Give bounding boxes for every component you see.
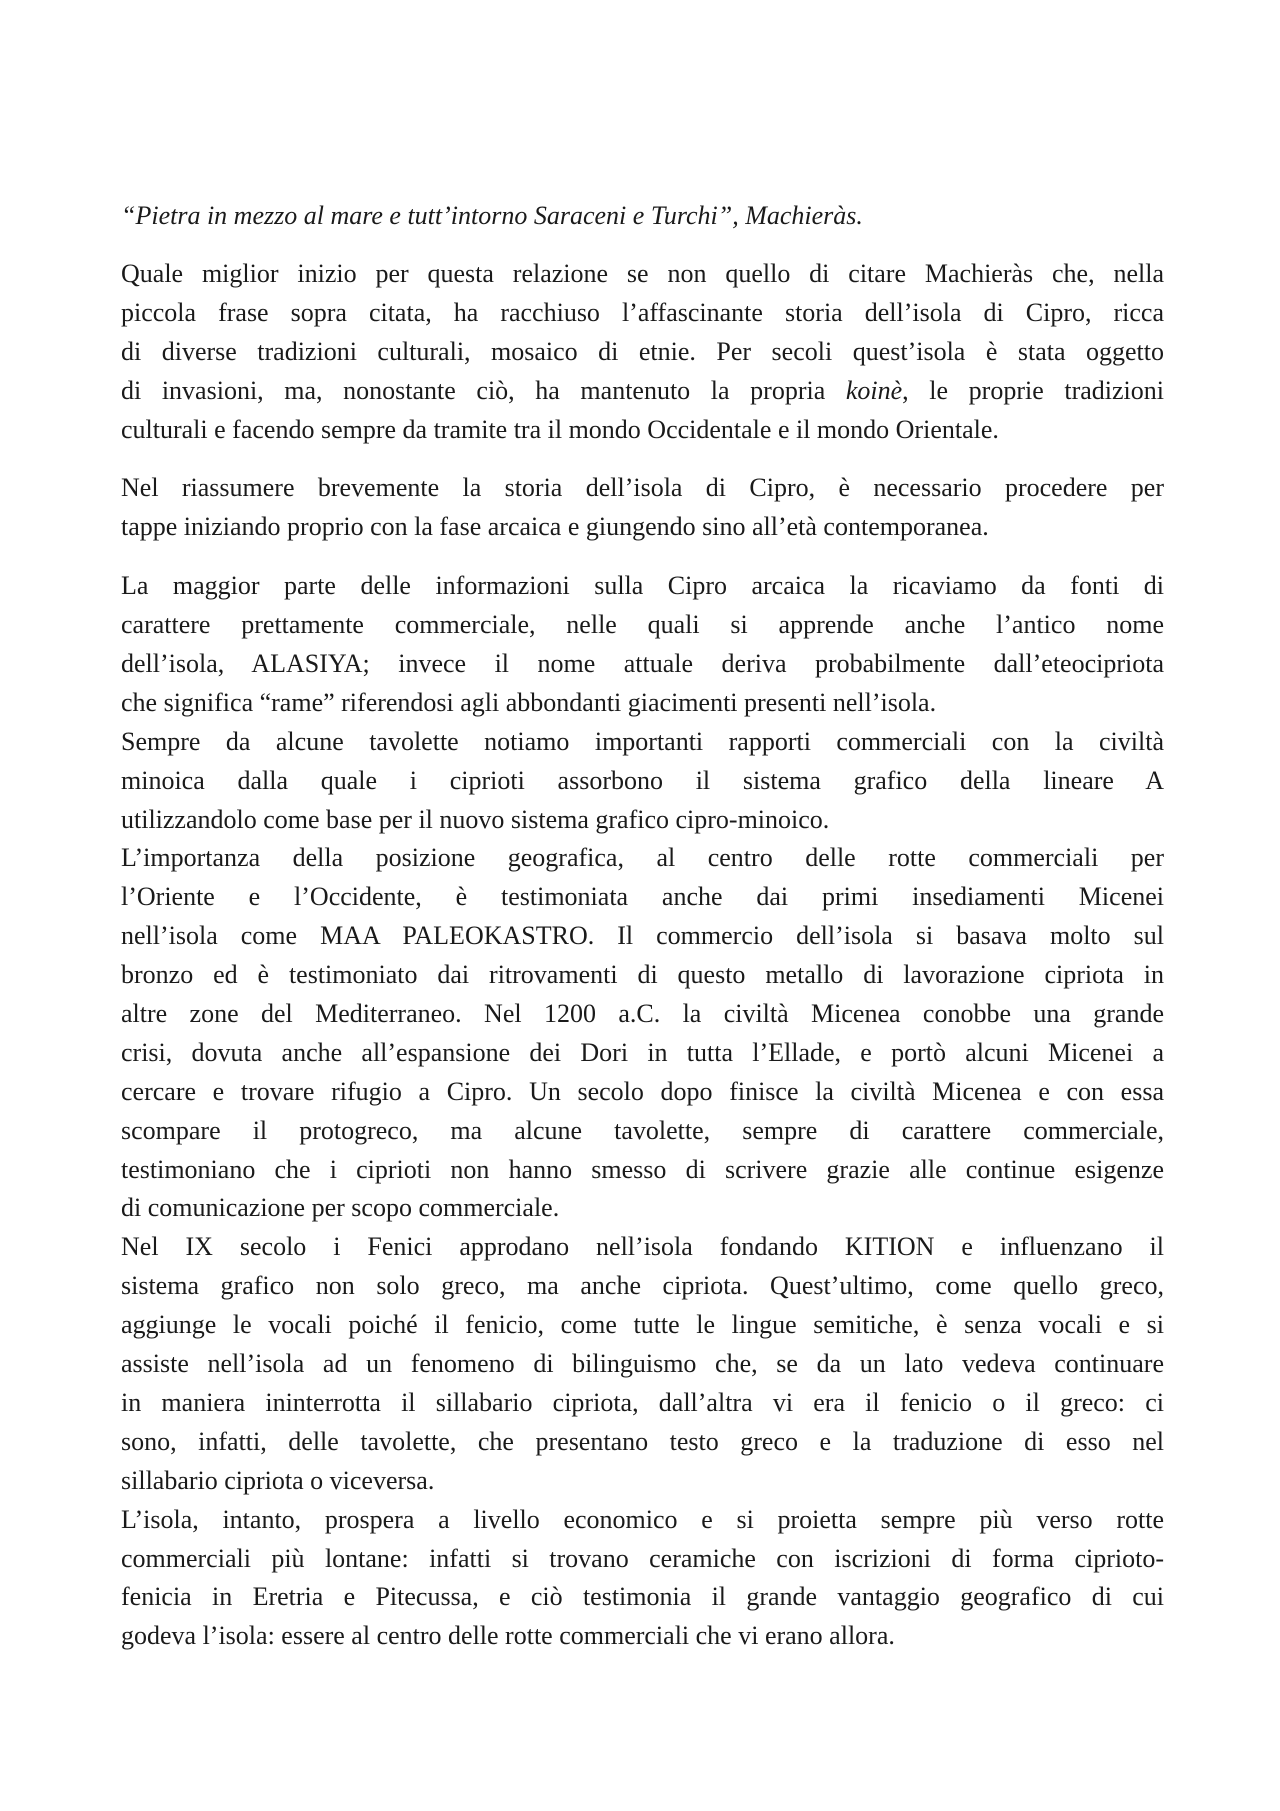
text-line: sistema grafico non solo greco, ma anche cipriota. Quest’ultimo, come quello greco,: [121, 1271, 1164, 1301]
text-line: in maniera ininterrotta il sillabario cipriota, dall’altra vi era il fenicio o il greco: ci: [121, 1387, 1164, 1417]
text-segment: di invasioni, ma, nonostante ciò, ha mantenuto la propria: [121, 375, 846, 405]
text-line: crisi, dovuta anche all’espansione dei Dori in tutta l’Ellade, e portò alcuni Micenei a: [121, 1037, 1164, 1067]
text-line: [121, 372, 1164, 411]
text-line: Nel riassumere brevemente la storia dell’isola di Cipro, è necessario procedere per: [121, 473, 1164, 503]
text-line: minoica dalla quale i ciprioti assorbono il sistema grafico della lineare A: [121, 765, 1164, 795]
text-block: [121, 1228, 1164, 1500]
text-line: godeva l’isola: essere al centro delle rotte commerciali che vi erano allora.: [121, 1621, 895, 1651]
text-line: sillabario cipriota o viceversa.: [121, 1465, 435, 1495]
text-block: [121, 567, 1164, 723]
text-line: Sempre da alcune tavolette notiamo importanti rapporti commerciali con la civiltà: [121, 726, 1164, 756]
text-block: [121, 1501, 1164, 1657]
text-line: altre zone del Mediterraneo. Nel 1200 a.C. la civiltà Micenea conobbe una grande: [121, 999, 1164, 1029]
paragraph: [121, 255, 1164, 449]
text-line: dell’isola, ALASIYA; invece il nome attuale deriva probabilmente dall’eteocipriota: [121, 649, 1164, 679]
text-line: che significa “rame” riferendosi agli abbondanti giacimenti presenti nell’isola.: [121, 687, 937, 717]
text-block: [121, 723, 1164, 840]
text-line: testimoniano che i ciprioti non hanno smesso di scrivere grazie alle continue esigenze: [121, 1154, 1164, 1184]
quote-text: “Pietra in mezzo al mare e tutt’intorno Saraceni e Turchi”: [121, 201, 733, 230]
text-segment: , le proprie tradizioni: [902, 375, 1164, 405]
text-line: fenicia in Eretria e Pitecussa, e ciò testimonia il grande vantaggio geografico di cui: [121, 1582, 1164, 1612]
text-block: [121, 469, 1164, 547]
epigraph-quote: [121, 196, 1164, 235]
text-line: tappe iniziando proprio con la fase arcaica e giungendo sino all’età contemporanea.: [121, 512, 989, 542]
text-line: cercare e trovare rifugio a Cipro. Un secolo dopo finisce la civiltà Micenea e con essa: [121, 1076, 1164, 1106]
paragraph: [121, 567, 1164, 1656]
text-line: culturali e facendo sempre da tramite tra il mondo Occidentale e il mondo Orientale.: [121, 414, 999, 444]
text-line: Quale miglior inizio per questa relazione se non quello di citare Machieràs che, nella: [121, 259, 1164, 288]
text-line: scompare il protogreco, ma alcune tavolette, sempre di carattere commerciale,: [121, 1115, 1164, 1145]
document-body: [121, 255, 1164, 1656]
text-line: sono, infatti, delle tavolette, che presentano testo greco e la traduzione di esso nel: [121, 1426, 1164, 1456]
text-line: utilizzandolo come base per il nuovo sistema grafico cipro-minoico.: [121, 804, 830, 834]
italic-term: koinè: [845, 375, 903, 405]
text-line: L’isola, intanto, prospera a livello economico e si proietta sempre più verso rotte: [121, 1504, 1164, 1534]
text-line: commerciali più lontane: infatti si trovano ceramiche con iscrizioni di forma ciprioto-: [121, 1543, 1164, 1573]
text-line: l’Oriente e l’Occidente, è testimoniata anche dai primi insediamenti Micenei: [121, 882, 1164, 912]
text-line: aggiunge le vocali poiché il fenicio, come tutte le lingue semitiche, è senza vocali e si: [121, 1310, 1164, 1340]
quote-author: , Machieràs.: [732, 201, 863, 230]
text-line: di diverse tradizioni culturali, mosaico di etnie. Per secoli quest’isola è stata oggetto: [121, 336, 1164, 366]
text-line: piccola frase sopra citata, ha racchiuso l’affascinante storia dell’isola di Cipro, ricca: [121, 297, 1164, 327]
text-line: Nel IX secolo i Fenici approdano nell’isola fondando KITION e influenzano il: [121, 1232, 1164, 1262]
text-block: [121, 839, 1164, 1228]
document-page: [121, 196, 1164, 1676]
text-line: La maggior parte delle informazioni sulla Cipro arcaica la ricaviamo da fonti di: [121, 571, 1164, 601]
text-line: di comunicazione per scopo commerciale.: [121, 1193, 560, 1223]
text-line: bronzo ed è testimoniato dai ritrovamenti di questo metallo di lavorazione cipriota in: [121, 960, 1164, 990]
text-block: [121, 255, 1164, 449]
text-line: nell’isola come MAA PALEOKASTRO. Il commercio dell’isola si basava molto sul: [121, 921, 1164, 951]
paragraph: [121, 469, 1164, 547]
text-line: L’importanza della posizione geografica, al centro delle rotte commerciali per: [121, 843, 1164, 873]
text-line: carattere prettamente commerciale, nelle quali si apprende anche l’antico nome: [121, 610, 1164, 640]
text-line: assiste nell’isola ad un fenomeno di bilinguismo che, se da un lato vedeva continuare: [121, 1349, 1164, 1379]
